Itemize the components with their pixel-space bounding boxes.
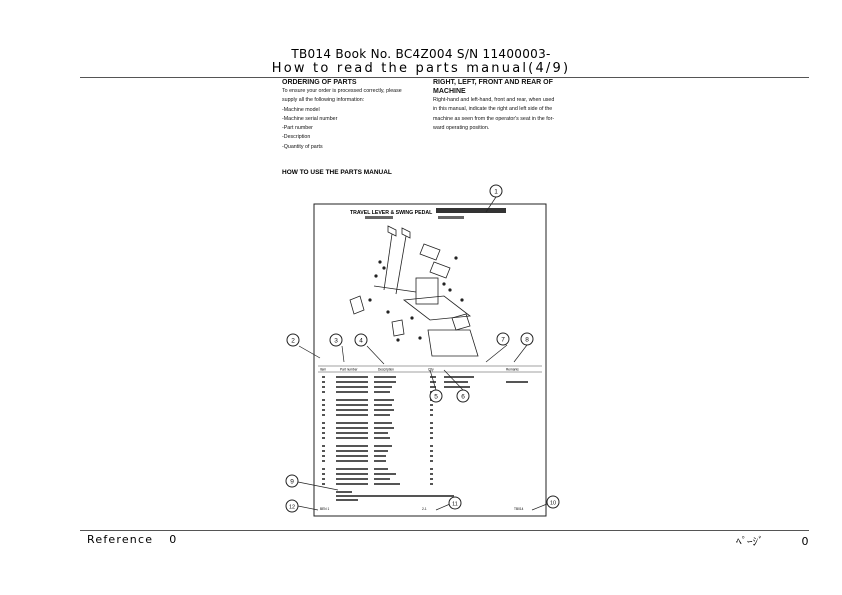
ordering-intro-1: To ensure your order is processed correctly, please (282, 88, 402, 94)
footer-page (736, 533, 809, 549)
callout-number: 1 (494, 188, 498, 196)
table-head-qty: Q'ty (428, 367, 434, 372)
sample-foot-right: TB014 (514, 507, 524, 511)
page-label: ﾍﾟｰｼﾞ (736, 535, 764, 548)
sides-title-2: MACHINE (433, 88, 466, 95)
footer-rule (80, 530, 809, 531)
ordering-title: ORDERING OF PARTS (282, 79, 357, 86)
sides-line: Right-hand and left-hand, front and rear, when used (433, 97, 555, 103)
reference-label: Reference (87, 533, 154, 546)
ordering-item: -Quantity of parts (282, 143, 323, 150)
howto-title: HOW TO USE THE PARTS MANUAL (282, 169, 392, 176)
callout-number: 12 (288, 504, 296, 511)
ordering-item: -Description (282, 134, 311, 141)
callout-number: 6 (461, 393, 465, 401)
callout-number: 5 (434, 393, 438, 401)
ordering-intro-2: supply all the following information: (282, 97, 365, 104)
table-head-description: Description (378, 367, 394, 372)
ordering-item: -Machine model (282, 106, 320, 113)
reference-value: 0 (169, 533, 178, 546)
table-head-part-number: Part number (340, 367, 358, 372)
table-head-item: Item (320, 367, 327, 372)
page-value: 0 (801, 535, 809, 548)
header-book-info: TB014 Book No. BC4Z004 S/N 11400003- (291, 47, 551, 61)
callout-number: 3 (334, 337, 338, 345)
callout-number: 8 (525, 336, 529, 344)
sides-line: ward operating position. (433, 124, 490, 131)
sample-subtitle (365, 216, 393, 219)
ordering-item: -Part number (282, 125, 313, 132)
sides-title-1: RIGHT, LEFT, FRONT AND REAR OF (433, 79, 553, 86)
sides-line: in this manual, indicate the right and left side of the (433, 106, 553, 113)
sample-title: TRAVEL LEVER & SWING PEDAL (350, 210, 433, 216)
sides-line: machine as seen from the operator's seat in the for- (433, 115, 555, 122)
sample-foot-left: BEN 1 (320, 507, 330, 511)
callout-number: 7 (501, 336, 505, 344)
footer-reference (87, 533, 177, 546)
callout-number: 4 (359, 337, 363, 345)
sample-foot-mid: 2-1 (422, 507, 427, 511)
callout-number: 11 (452, 501, 458, 508)
callout-number: 9 (290, 478, 294, 486)
sample-japanese-title (436, 208, 506, 213)
page-title: How to read the parts manual(4/9) (271, 61, 571, 76)
callout-number: 10 (549, 500, 557, 507)
callout-number: 2 (291, 337, 295, 345)
sample-subtitle-jp (438, 216, 464, 219)
table-head-remarks: Remarks (506, 367, 519, 372)
ordering-item: -Machine serial number (282, 115, 338, 122)
